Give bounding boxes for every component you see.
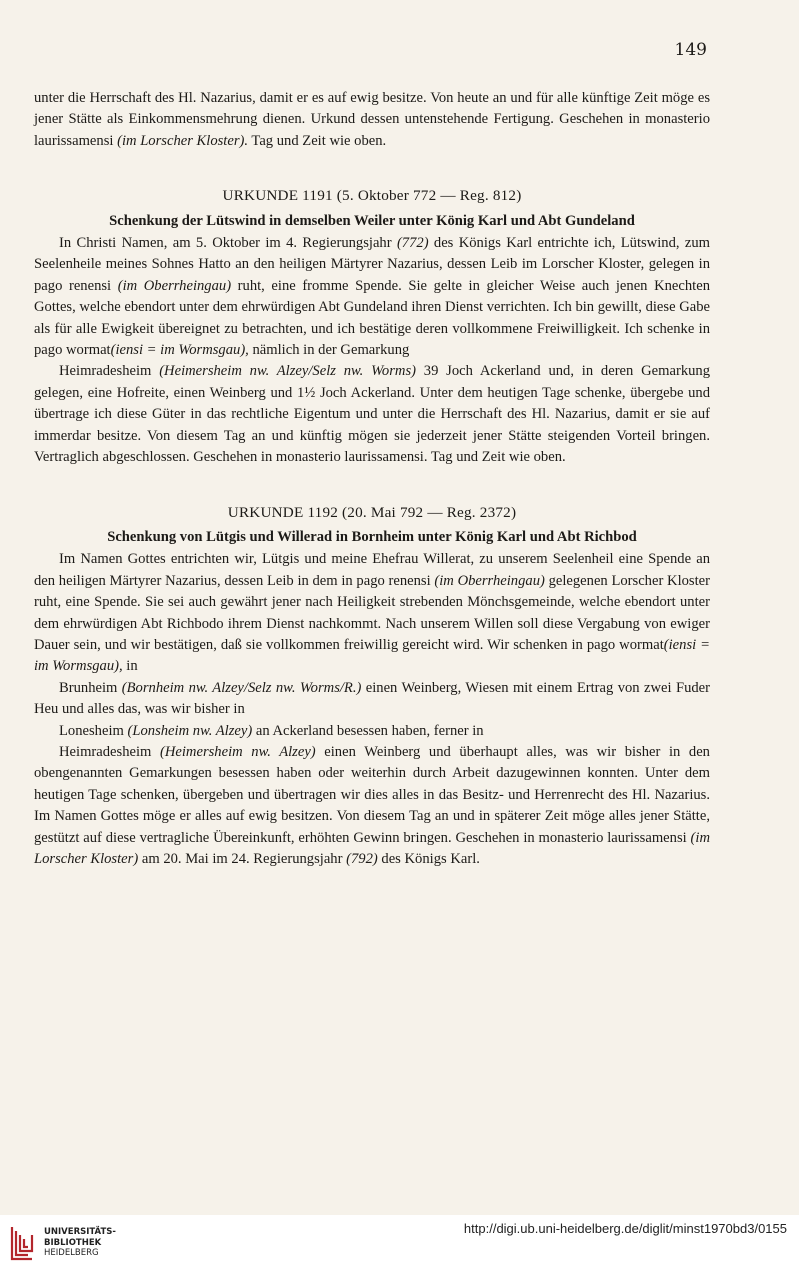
text-run: einen Weinberg und überhaupt alles, was wir bisher in den obengenannten Gemarkungen besessen haben oder weiterhin durch Arbeit dazugewinnen konnten. Unter dem heutigen Tage schenken, übergeben und übertragen wir dies alles in das Besitz- und Herrenrecht des Hl. Nazarius. Im Namen Gottes möge er alles auf ewig besitzen. Von diesem Tag an und in späterer Zeit möge alles jener Stätte, gestützt auf diese vertragliche Übereinkunft, erhöhten Gewinn bringen. Geschehen in monasterio laurissamensi <box>34 743 710 846</box>
text-run: nämlich in der Gemarkung <box>248 342 410 359</box>
italic-gloss: (Lonsheim nw. Alzey) <box>127 722 253 739</box>
footer-bar <box>0 1215 799 1273</box>
italic-gloss: (iensi = im Wormsgau), <box>34 636 711 675</box>
page-number: 149 <box>674 40 707 60</box>
text-run: am 20. Mai im 24. Regierungsjahr <box>138 851 347 867</box>
paragraph <box>34 721 710 742</box>
paragraph <box>34 742 710 870</box>
text-run: 39 Joch Ackerland und, in deren Gemarkung gelegen, eine Hofreite, einen Weinberg und 1½ Joch Ackerland. Unter dem heutigen Tage schenke, übergebe und übertrage ich diese Güter in das rechtliche Eigentum und unter die Herrschaft des Hl. Nazarius, damit er sie auf immerdar besitze. Von diesem Tag an und künftig mögen sie jederzeit jener Stätte steigenden Vorteil bringen. Vertraglich abgeschlossen. Geschehen in monasterio laurissamensi. Tag und Zeit wie oben. <box>34 363 711 466</box>
text-run: ruht, eine fromme Spende. Sie gelte in gleicher Weise auch jenen Knechten Gottes, welche ebendort unter dem ehrwürdigen Abt Gundeland ihren Dienst verrichten. Ich bin gewillt, diese Gabe als für alle Ewigkeit übereignet zu betrachten, und ich bestätige deren vollkommene Freiwilligkeit. Ich schenke in pago wormat <box>34 277 710 359</box>
text-run: Im Namen Gottes entrichten wir, Lütgis und meine Ehefrau Willerat, zu unserem Seelenheil eine Spende an den heiligen Märtyrer Nazarius, dessen Leib in dem in pago renensi <box>34 551 710 589</box>
italic-gloss: (792) <box>346 851 378 867</box>
text-run: Heimradesheim <box>59 363 160 380</box>
document-heading-1192: URKUNDE 1192 (20. Mai 792 — Reg. 2372) <box>227 503 517 521</box>
italic-gloss: (772) <box>396 235 429 252</box>
text-run: des Königs Karl. <box>377 851 480 867</box>
text-run: des Königs Karl entrichte ich, Lütswind, zum Seelenheile meines Sohnes Hatto an den heiligen Märtyrer Nazarius, dessen Leib im Lorscher Kloster, gelegen in pago renensi <box>34 235 710 294</box>
library-name: UNIVERSITÄTS- BIBLIOTHEK HEIDELBERG <box>44 1227 116 1258</box>
italic-gloss: (im Lorscher Kloster) <box>34 829 710 867</box>
source-url[interactable]: http://digi.ub.uni-heidelberg.de/diglit/minst1970bd3/0155 <box>463 1221 787 1236</box>
paragraph <box>34 233 710 361</box>
paragraph <box>34 549 710 677</box>
italic-gloss: (im Lorscher Kloster). <box>117 132 249 149</box>
text-run: Tag und Zeit wie oben. <box>248 132 387 149</box>
document-subheading-1191: Schenkung der Lütswind in demselben Weiler unter König Karl und Abt Gundeland <box>109 212 635 229</box>
italic-gloss: (im Oberrheingau) <box>434 572 545 589</box>
text-run: In Christi Namen, am 5. Oktober im 4. Regierungsjahr <box>59 235 397 252</box>
italic-gloss: (im Oberrheingau) <box>117 277 232 294</box>
paragraph <box>34 88 710 152</box>
text-run: in <box>122 658 138 675</box>
document-heading-1191: URKUNDE 1191 (5. Oktober 772 — Reg. 812) <box>222 187 522 205</box>
italic-gloss: (iensi = im Wormsgau), <box>110 342 249 359</box>
document-body <box>34 88 710 870</box>
text-run: einen Weinberg, Wiesen mit einem Ertrag von zwei Fuder Heu und alles das, was wir bisher in <box>34 679 710 718</box>
text-run: Heimradesheim <box>59 743 160 760</box>
document-subheading-1192: Schenkung von Lütgis und Willerad in Bornheim unter König Karl und Abt Richbod <box>107 528 637 545</box>
university-library-logo-icon <box>8 1223 36 1263</box>
italic-gloss: (Heimersheim nw. Alzey/Selz nw. Worms) <box>159 363 416 380</box>
text-run: gelegenen Lorscher Kloster ruht, eine Spende. Sie sei auch gewährt jener nach Heiligkeit strebenden Mönchsgemeinde, welche ebendort unter dem ehrwürdigen Abt Richbodo ihrem Dienst nachkommt. Nach unserem Willen soll diese Vergabung von ewiger Dauer sein, und wir bestätigen, daß sie vollkommen freiwillig gereicht wird. Wir schenken in pago wormat <box>34 572 711 653</box>
italic-gloss: (Heimersheim nw. Alzey) <box>160 743 316 760</box>
text-run: Brunheim <box>59 679 122 696</box>
text-run: an Ackerland besessen haben, ferner in <box>252 722 484 739</box>
italic-gloss: (Bornheim nw. Alzey/Selz nw. Worms/R.) <box>121 679 362 696</box>
paragraph <box>34 361 710 468</box>
paragraph <box>34 678 710 721</box>
text-run: Lonesheim <box>59 722 128 739</box>
text-run: unter die Herrschaft des Hl. Nazarius, damit er es auf ewig besitze. Von heute an und für alle künftige Zeit möge es jener Stätte als Einkommensmehrung dienen. Urkund dessen untenstehende Fertigung. Geschehen in monasterio laurissamensi <box>34 90 710 149</box>
